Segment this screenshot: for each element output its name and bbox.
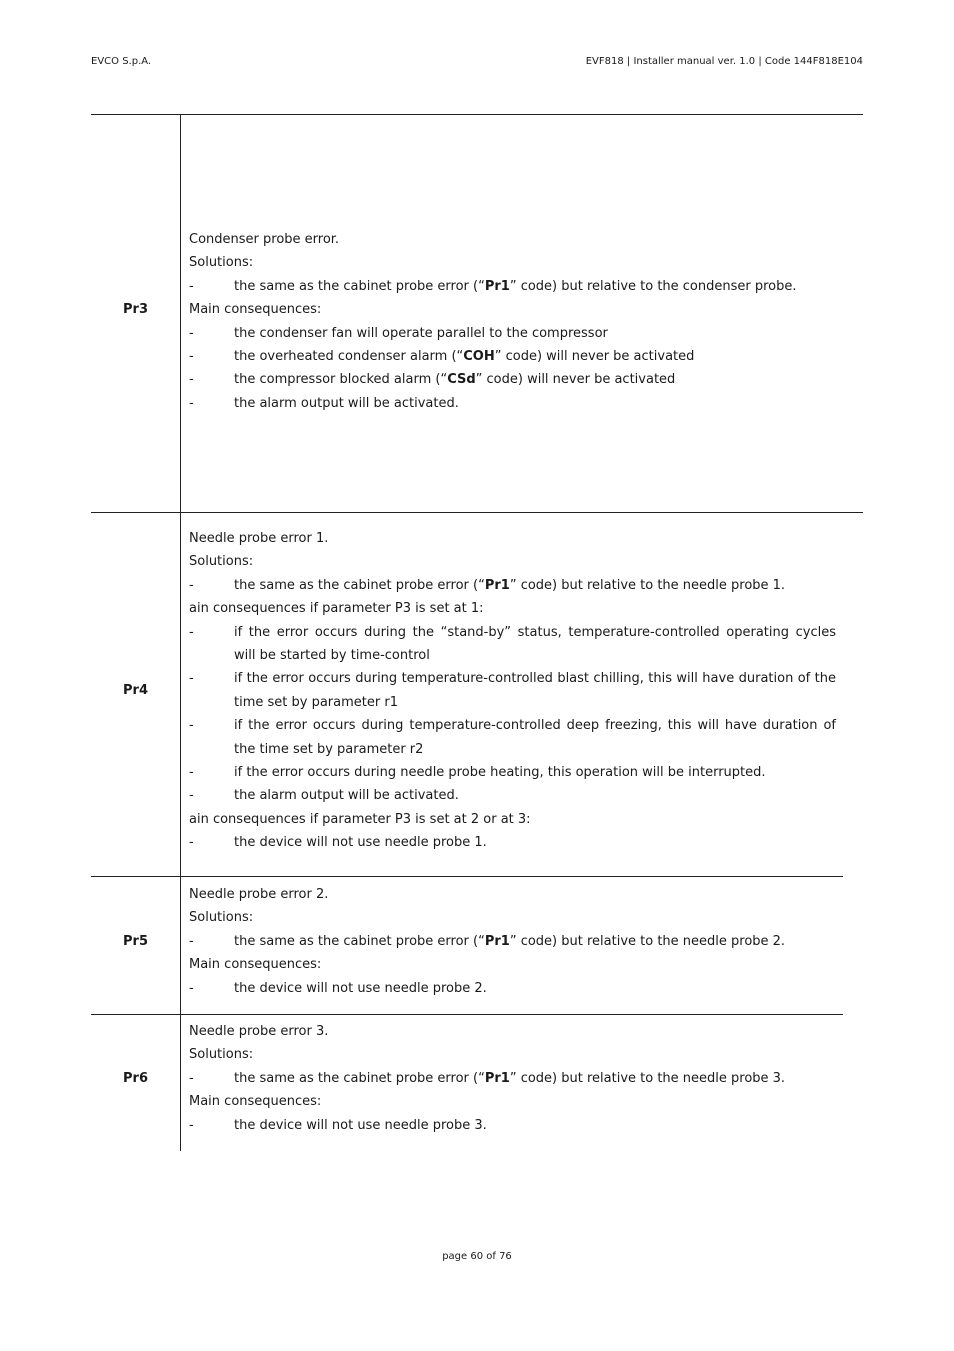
error-codes-table <box>91 0 863 1351</box>
error-title: Needle probe error 2. <box>189 887 329 902</box>
error-description <box>189 228 836 415</box>
list-item: - the device will not use needle probe 2. <box>189 980 487 996</box>
consequences-label: ain consequences if parameter P3 is set at 1: <box>189 601 484 617</box>
consequences-label: Main consequences: <box>189 302 322 318</box>
error-description <box>189 527 836 855</box>
error-code: Pr4 <box>123 683 148 698</box>
list-item: - if the error occurs during needle probe heating, this operation will be interrupted. <box>189 765 766 781</box>
solutions-label: Solutions: <box>189 255 254 271</box>
list-item: - the same as the cabinet probe error (“Pr1” code) but relative to the condenser probe. <box>189 278 797 294</box>
header-company: EVCO S.p.A. <box>91 56 152 67</box>
list-item: - if the error occurs during the “stand-by” status, temperature-controlled operating cycles will be started by time-control <box>189 624 836 664</box>
error-code: Pr6 <box>123 1071 148 1086</box>
list-item: - the same as the cabinet probe error (“Pr1” code) but relative to the needle probe 2. <box>189 933 786 949</box>
consequences-label: Main consequences: <box>189 957 322 973</box>
row-divider <box>91 876 843 877</box>
list-item: - the same as the cabinet probe error (“Pr1” code) but relative to the needle probe 3. <box>189 1070 786 1086</box>
list-item: - if the error occurs during temperature-controlled blast chilling, this will have duration of the time set by parameter r1 <box>189 671 836 710</box>
error-description <box>189 883 836 1000</box>
column-divider <box>180 114 181 1151</box>
list-item: - if the error occurs during temperature-controlled deep freezing, this will have duration of the time set by parameter r2 <box>189 718 836 757</box>
list-item: - the overheated condenser alarm (“COH” code) will never be activated <box>189 349 695 365</box>
error-code: Pr5 <box>123 934 148 949</box>
table-top-rule <box>91 114 863 115</box>
header-document-info: EVF818 | Installer manual ver. 1.0 | Code 144F818E104 <box>585 56 863 67</box>
row-divider <box>91 512 863 513</box>
error-title: Condenser probe error. <box>189 232 340 247</box>
consequences-label: ain consequences if parameter P3 is set at 2 or at 3: <box>189 811 531 827</box>
list-item: - the alarm output will be activated. <box>189 788 459 804</box>
list-item: - the compressor blocked alarm (“CSd” code) will never be activated <box>189 372 676 388</box>
list-item: - the alarm output will be activated. <box>189 395 459 411</box>
list-item: - the same as the cabinet probe error (“Pr1” code) but relative to the needle probe 1. <box>189 577 786 593</box>
error-title: Needle probe error 1. <box>189 531 329 546</box>
error-code: Pr3 <box>123 302 148 317</box>
solutions-label: Solutions: <box>189 554 254 570</box>
solutions-label: Solutions: <box>189 910 254 926</box>
list-item: - the condenser fan will operate parallel to the compressor <box>189 325 608 341</box>
error-title: Needle probe error 3. <box>189 1024 329 1039</box>
consequences-label: Main consequences: <box>189 1094 322 1110</box>
list-item: - the device will not use needle probe 3. <box>189 1117 487 1133</box>
page-number: page 60 of 76 <box>442 1251 512 1262</box>
solutions-label: Solutions: <box>189 1047 254 1063</box>
row-divider <box>91 1014 843 1015</box>
list-item: - the device will not use needle probe 1. <box>189 835 487 851</box>
error-description <box>189 1020 836 1137</box>
